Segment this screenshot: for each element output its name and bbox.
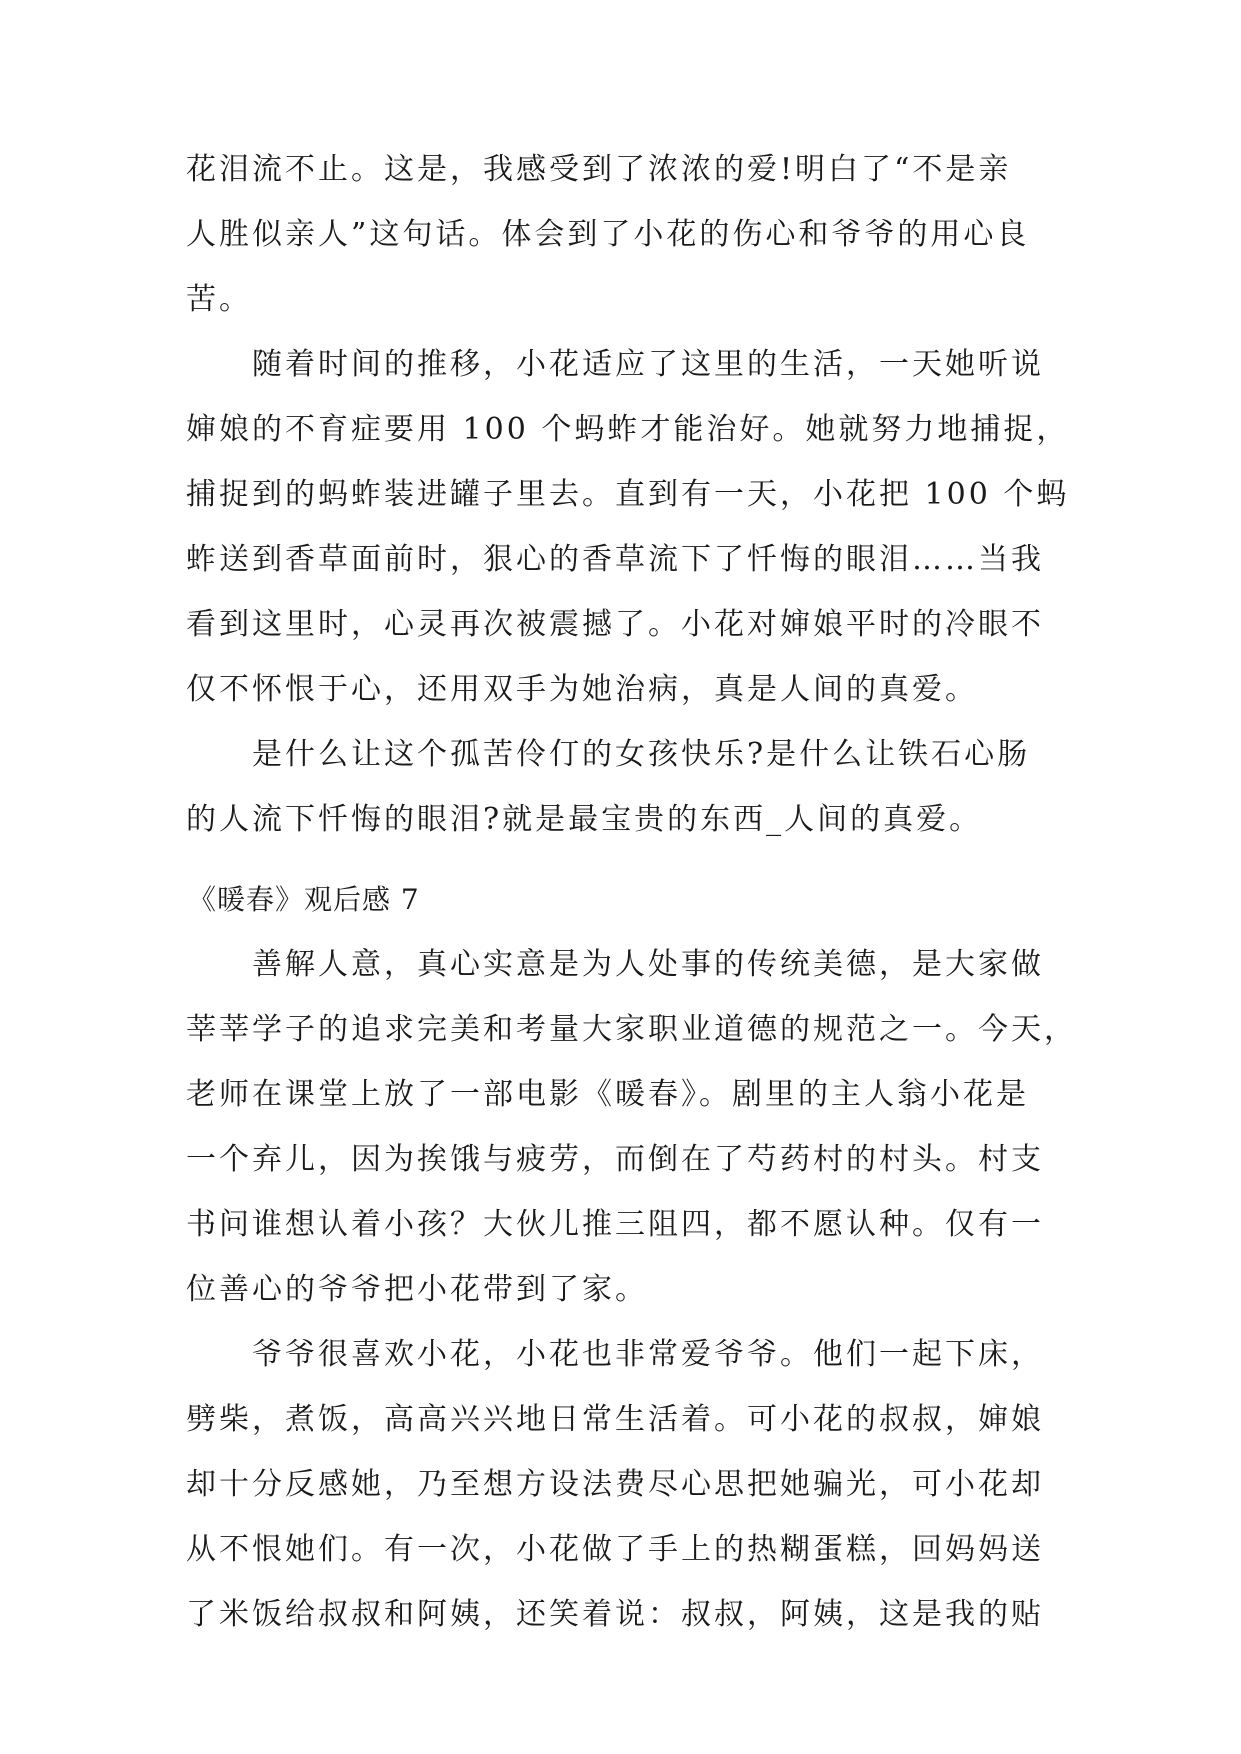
text-line: 劈柴，煮饭，高高兴兴地日常生活着。可小花的叔叔，婶娘: [186, 1402, 1044, 1437]
text-line: 看到这里时，心灵再次被震撼了。小花对婶娘平时的冷眼不: [186, 607, 1044, 642]
text-line: 从不恨她们。有一次，小花做了手上的热糊蛋糕，回妈妈送: [186, 1532, 1044, 1567]
text-line: 一个弃儿，因为挨饿与疲劳，而倒在了芍药村的村头。村支: [186, 1142, 1044, 1177]
text-line: 仅不怀恨于心，还用双手为她治病，真是人间的真爱。: [186, 672, 978, 707]
text-line: 却十分反感她，乃至想方设法费尽心思把她骗光，可小花却: [186, 1467, 1044, 1502]
text-line: 书问谁想认着小孩？大伙儿推三阻四，都不愿认种。仅有一: [186, 1207, 1044, 1242]
text-line: 婶娘的不育症要用 100 个蚂蚱才能治好。她就努力地捕捉，: [186, 412, 1070, 447]
text-line: 苦。: [186, 282, 252, 317]
text-line: 善解人意，真心实意是为人处事的传统美德，是大家做: [186, 947, 1044, 982]
text-line: 莘莘学子的追求完美和考量大家职业道德的规范之一。今天，: [186, 1012, 1077, 1047]
section-heading: 《暖春》观后感 7: [188, 883, 420, 916]
text-line: 是什么让这个孤苦伶仃的女孩快乐?是什么让铁石心肠: [186, 737, 1031, 772]
text-line: 爷爷很喜欢小花，小花也非常爱爷爷。他们一起下床，: [186, 1337, 1044, 1372]
text-line: 了米饭给叔叔和阿姨，还笑着说：叔叔，阿姨，这是我的贴: [186, 1597, 1044, 1632]
text-line: 蚱送到香草面前时，狠心的香草流下了忏悔的眼泪……当我: [186, 542, 1044, 577]
text-line: 的人流下忏悔的眼泪?就是最宝贵的东西_人间的真爱。: [186, 802, 983, 837]
text-line: 老师在课堂上放了一部电影《暖春》。剧里的主人翁小花是: [186, 1077, 1029, 1112]
text-line: 人胜似亲人”这句话。体会到了小花的伤心和爷爷的用心良: [186, 217, 1030, 252]
text-line: 位善心的爷爷把小花带到了家。: [186, 1272, 648, 1307]
text-line: 随着时间的推移，小花适应了这里的生活，一天她听说: [186, 347, 1044, 382]
text-line: 捕捉到的蚂蚱装进罐子里去。直到有一天，小花把 100 个蚂: [186, 477, 1070, 512]
text-line: 花泪流不止。这是，我感受到了浓浓的爱!明白了“不是亲: [186, 152, 1012, 187]
